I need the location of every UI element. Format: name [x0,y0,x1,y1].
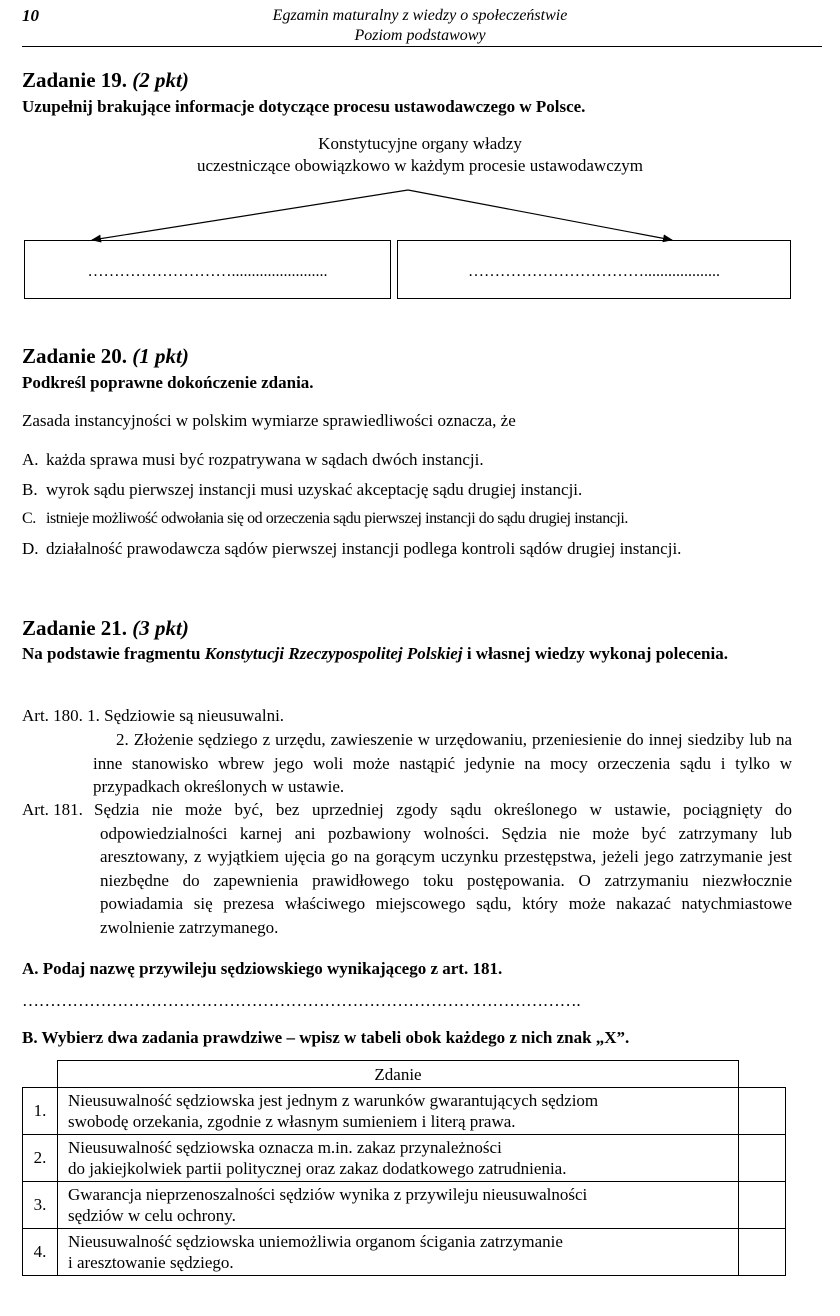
row-number: 1. [23,1088,58,1135]
task21-title-text: Zadanie 21. [22,616,128,640]
answer-box-left-dots: ………………………........................ [87,263,328,280]
art180-line1: Art. 180. 1. Sędziowie są nieusuwalni. [22,706,285,725]
task20-instruction: Podkreśl poprawne dokończenie zdania. [22,373,314,392]
row-line1: Nieusuwalność sędziowska jest jednym z warunków gwarantujących sędziom [68,1091,599,1110]
row-x-cell[interactable] [739,1182,786,1229]
row-statement [58,1088,739,1135]
row-line2: swobodę orzekania, zgodnie z własnym sumieniem i literą prawa. [68,1112,516,1131]
row-line1: Nieusuwalność sędziowska oznacza m.in. zakaz przynależności [68,1138,502,1157]
option-b-text: wyrok sądu pierwszej instancji musi uzyskać akceptację sądu drugiej instancji. [46,480,583,499]
row-number: 4. [23,1229,58,1276]
task19-points: (2 pkt) [132,68,189,92]
diagram-label-line1: Konstytucyjne organy władzy [318,134,522,153]
partB-instruction: B. Wybierz dwa zadania prawdziwe – wpisz w tabeli obok każdego z nich znak „X”. [22,1028,630,1047]
row-line1: Nieusuwalność sędziowska uniemożliwia organom ścigania zatrzymanie [68,1232,563,1251]
header-title-line2: Poziom podstawowy [354,27,486,44]
table-header: Zdanie [58,1061,739,1088]
answer-box-left[interactable] [24,240,391,299]
row-x-cell[interactable] [739,1088,786,1135]
row-line2: do jakiejkolwiek partii politycznej oraz zakaz dodatkowego zatrudnienia. [68,1159,567,1178]
art181-label: Art. 181. [22,800,83,819]
option-d-text: działalność prawodawcza sądów pierwszej instancji podlega kontroli sądów drugiej instancji. [46,539,682,558]
table-header-empty [23,1061,58,1088]
task21-points: (3 pkt) [132,616,189,640]
task20-title [22,344,189,369]
task21-instruction-part2: i własnej wiedzy wykonaj polecenia. [462,644,728,663]
diagram-label-line2: uczestniczące obowiązkowo w każdym procesie ustawodawczym [196,156,644,175]
row-statement [58,1135,739,1182]
task19-instruction: Uzupełnij brakujące informacje dotyczące procesu ustawodawczego w Polsce. [22,97,586,116]
option-d-letter: D. [22,539,39,558]
task20-stem: Zasada instancyjności w polskim wymiarze sprawiedliwości oznacza, że [22,411,516,430]
diagram-arrows [0,0,840,260]
option-c-text: istnieje możliwość odwołania się od orzeczenia sądu pierwszej instancji do sądu drugiej instancji. [46,510,628,527]
option-b-letter: B. [22,480,38,499]
answer-box-right[interactable] [397,240,791,299]
option-a[interactable] [22,450,484,470]
task21-instruction [22,643,792,664]
page-number: 10 [22,6,39,25]
partA-instruction: A. Podaj nazwę przywileju sędziowskiego wynikającego z art. 181. [22,959,503,978]
partA-answer-line[interactable]: ………………………………………………………………………………………. [22,991,581,1010]
table-row [23,1229,786,1276]
table-row [23,1088,786,1135]
row-number: 2. [23,1135,58,1182]
option-a-letter: A. [22,450,39,469]
row-x-cell[interactable] [739,1135,786,1182]
task20-title-text: Zadanie 20. [22,344,128,368]
option-c-letter: C. [22,510,36,527]
task19-title-text: Zadanie 19. [22,68,128,92]
table-row [23,1182,786,1229]
art180-paragraph2: 2. Złożenie sędziego z urzędu, zawieszenie w urzędowaniu, przeniesienie do innej siedziby lub na inne stanowisko wbrew jego woli może nastąpić jedynie na mocy orzeczenia sądu i tylko w przypadkach określonych w ustawie. [93,730,792,796]
arrow-left [92,190,408,240]
row-line1: Gwarancja nieprzenoszalności sędziów wynika z przywileju nieusuwalności [68,1185,588,1204]
option-a-text: każda sprawa musi być rozpatrywana w sądach dwóch instancji. [46,450,484,469]
row-x-cell[interactable] [739,1229,786,1276]
answer-box-right-dots: ……………………………................... [468,263,720,280]
header-title-line1: Egzamin maturalny z wiedzy o społeczeństwie [272,7,568,24]
row-number: 3. [23,1182,58,1229]
task20-points: (1 pkt) [132,344,189,368]
row-statement [58,1229,739,1276]
row-statement [58,1182,739,1229]
row-line2: sędziów w celu ochrony. [68,1206,236,1225]
option-d[interactable] [22,539,681,559]
task21-title [22,616,189,641]
option-b[interactable] [22,480,582,500]
option-c[interactable] [22,510,628,528]
task21-instruction-part1: Na podstawie fragmentu [22,644,205,663]
art181-text: Sędzia nie może być, bez uprzedniej zgody sądu określonego w ustawie, pociągnięty do odpowiedzialności karnej ani pozbawiony wolności. Sędzia nie może być zatrzymany lub aresztowany, z wyjątkiem ujęcia go na gorącym uczynku przestępstwa, jeżeli jego zatrzymanie jest niezbędne do zapewnienia prawidłowego toku postępowania. O zatrzymaniu niezwłocznie powiadamia się prezesa właściwego miejscowego sądu, który może nakazać natychmiastowe zwolnienie zatrzymanego. [94,800,792,937]
row-line2: i aresztowanie sędziego. [68,1253,234,1272]
arrow-right [408,190,672,240]
statements-table [22,1060,786,1276]
table-header-empty-right [739,1061,786,1088]
table-row [23,1135,786,1182]
task21-instruction-italic: Konstytucji Rzeczypospolitej Polskiej [204,644,463,663]
